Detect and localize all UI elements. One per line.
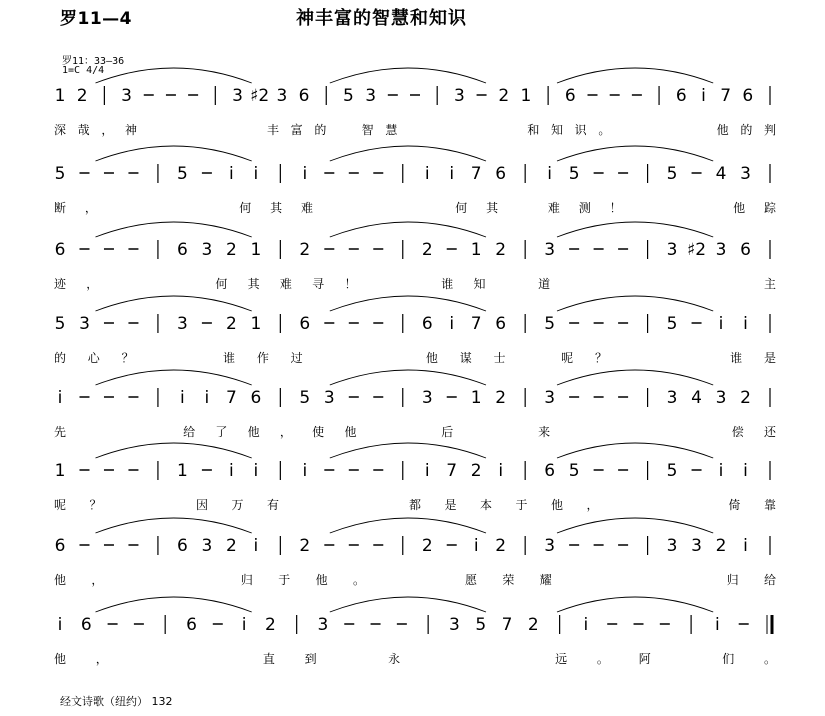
lyric-char: 慧 — [385, 123, 398, 137]
note: 2 — [225, 536, 237, 556]
note: 5 — [666, 314, 678, 334]
note: 2 — [470, 461, 482, 481]
lyric-char: 靠 — [763, 498, 777, 512]
note: 5 — [299, 388, 311, 408]
lyric-char: 先 — [53, 425, 67, 439]
note: 5 — [54, 314, 66, 334]
note: i — [743, 536, 748, 556]
lyric-char: ， — [101, 123, 114, 137]
note: 7 — [470, 314, 482, 334]
note: 2 — [495, 240, 507, 260]
note: i — [253, 536, 259, 556]
slur-arc — [557, 597, 713, 612]
slur-arc — [96, 518, 252, 533]
lyric-char: 谁 — [223, 351, 236, 365]
slur-arc — [330, 370, 486, 385]
note: 2 — [498, 86, 510, 106]
lyric-char: 还 — [763, 425, 777, 439]
scripture-reference: 罗11：33—36 — [62, 56, 125, 67]
slur-arc — [330, 443, 486, 458]
lyric-char: 都 — [408, 498, 422, 512]
note: 3 — [79, 314, 90, 334]
note: 5 — [666, 461, 678, 481]
lyric-char: 他 — [550, 498, 564, 512]
note: 3 — [666, 536, 678, 556]
note: i — [424, 164, 430, 184]
note: i — [180, 388, 185, 408]
note: 3 — [276, 86, 288, 106]
note: i — [424, 461, 430, 481]
slur-arc — [330, 222, 486, 237]
lyric-char: 他 — [344, 425, 357, 439]
lyric-char: 知 — [550, 123, 564, 137]
lyric-char: 他 — [716, 123, 729, 137]
note: i — [743, 314, 748, 334]
lyric-char: 道 — [538, 277, 551, 291]
lyric-char: ？ — [89, 498, 102, 512]
lyric-char: ， — [86, 277, 99, 291]
note: 6 — [80, 615, 92, 635]
note: 6 — [54, 536, 66, 556]
lyric-char: 后 — [441, 425, 454, 439]
note: i — [715, 615, 720, 635]
lyric-char: 断 — [53, 201, 67, 215]
note: 3 — [323, 388, 335, 408]
note: i — [701, 86, 706, 106]
lyric-char: 们 — [722, 652, 735, 666]
lyric-char: 有 — [266, 498, 280, 512]
lyric-char: 了 — [215, 425, 228, 439]
slur-arc — [96, 222, 252, 237]
note: 7 — [720, 86, 732, 106]
slur-arc — [96, 443, 252, 458]
lyric-char: 倚 — [728, 498, 741, 512]
note: i — [743, 461, 748, 481]
lyric-char: 是 — [763, 351, 777, 365]
slur-arc — [96, 370, 252, 385]
footer-source: 经文诗歌（纽约） 132 — [60, 695, 173, 708]
note: 3 — [453, 86, 465, 106]
note: 4 — [715, 164, 727, 184]
lyric-char: 于 — [278, 573, 291, 587]
lyric-char: 使 — [312, 425, 325, 439]
note: 5 — [568, 164, 580, 184]
lyric-char: ？ — [121, 351, 134, 365]
note: i — [302, 461, 308, 481]
note: 6 — [186, 615, 197, 635]
lyric-char: 其 — [486, 201, 499, 215]
slur-arc — [330, 296, 486, 311]
note: 2 — [421, 536, 433, 556]
score-row — [54, 222, 776, 291]
note: 3 — [449, 615, 460, 635]
lyric-char: 主 — [763, 277, 777, 291]
note: 7 — [446, 461, 458, 481]
note: i — [204, 388, 210, 408]
note: i — [498, 461, 504, 481]
lyric-char: 难 — [547, 201, 560, 215]
lyric-char: 心 — [87, 351, 100, 365]
lyric-char: 直 — [262, 652, 275, 666]
lyric-char: 他 — [425, 351, 438, 365]
lyric-char: 给 — [763, 573, 777, 587]
lyric-char: 。 — [596, 652, 609, 666]
note: 6 — [564, 86, 576, 106]
note: i — [253, 164, 259, 184]
note: i — [473, 536, 479, 556]
note: 3 — [176, 314, 188, 334]
note: i — [302, 164, 308, 184]
note: 3 — [740, 164, 751, 184]
lyric-char: 他 — [247, 425, 260, 439]
lyric-char: ， — [586, 498, 599, 512]
lyric-char: 耀 — [539, 573, 552, 587]
note: i — [253, 461, 259, 481]
note: 3 — [365, 86, 377, 106]
note: 3 — [715, 388, 727, 408]
lyric-char: 是 — [444, 498, 457, 512]
lyric-char: 测 — [578, 201, 591, 215]
note: 1 — [250, 314, 262, 334]
note: i — [57, 388, 63, 408]
note: 6 — [176, 536, 188, 556]
slur-arc — [557, 443, 713, 458]
lyric-char: ！ — [609, 201, 622, 215]
note: 5 — [568, 461, 580, 481]
lyric-char: 士 — [493, 351, 506, 365]
note: 6 — [675, 86, 687, 106]
note: 3 — [121, 86, 132, 106]
lyric-char: 神 — [124, 123, 138, 137]
score-row — [54, 370, 777, 439]
slur-arc — [96, 146, 252, 161]
slur-arc — [557, 370, 713, 385]
note: 1 — [176, 461, 188, 481]
note: 2 — [495, 536, 507, 556]
score-row — [54, 443, 776, 512]
lyric-char: 的 — [53, 351, 67, 365]
slur-arc — [330, 146, 486, 161]
slur-arc — [330, 68, 486, 83]
lyric-char: 。 — [598, 123, 611, 137]
note: 5 — [475, 615, 487, 635]
note: 2 — [264, 615, 276, 635]
note: 6 — [740, 240, 751, 260]
note: 2 — [76, 86, 88, 106]
lyric-char: 何 — [455, 201, 468, 215]
note: 3 — [691, 536, 702, 556]
note: 6 — [495, 314, 507, 334]
lyric-char: 阿 — [638, 652, 651, 666]
lyric-char: 深 — [53, 123, 67, 137]
note: 7 — [470, 164, 482, 184]
lyric-char: 愿 — [465, 573, 478, 587]
lyric-char: 的 — [740, 123, 753, 137]
note: 5 — [343, 86, 354, 106]
lyric-char: 到 — [304, 652, 317, 666]
slur-arc — [96, 296, 252, 311]
note: i — [547, 164, 553, 184]
lyric-char: 的 — [314, 123, 327, 137]
score-row — [54, 146, 777, 215]
note: i — [229, 461, 234, 481]
note: 6 — [544, 461, 556, 481]
lyric-char: 。 — [763, 652, 777, 666]
lyric-char: 给 — [183, 425, 196, 439]
lyric-char: 何 — [215, 277, 228, 291]
lyric-char: 因 — [195, 498, 209, 512]
note: 6 — [299, 314, 311, 334]
lyric-char: 迹 — [53, 277, 67, 291]
note: 3 — [715, 240, 727, 260]
lyric-char: ？ — [594, 351, 607, 365]
note: i — [57, 615, 63, 635]
note: 3 — [201, 536, 213, 556]
slur-arc — [330, 518, 486, 533]
note: i — [229, 164, 234, 184]
slur-arc — [96, 68, 252, 83]
note: 6 — [298, 86, 310, 106]
lyric-char: 识 — [574, 123, 587, 137]
note: 5 — [54, 164, 66, 184]
note: 3 — [666, 240, 678, 260]
note: 1 — [470, 388, 482, 408]
slur-arc — [557, 68, 713, 83]
note: i — [241, 615, 247, 635]
note: 1 — [520, 86, 532, 106]
note: 6 — [495, 164, 507, 184]
lyric-char: 寻 — [312, 277, 325, 291]
lyric-char: 偿 — [731, 425, 744, 439]
note: 3 — [544, 240, 556, 260]
lyric-char: 和 — [527, 123, 540, 137]
note: i — [718, 461, 724, 481]
note: 2 — [740, 388, 751, 408]
note: 3 — [544, 536, 556, 556]
slur-arc — [557, 296, 713, 311]
lyric-char: 知 — [473, 277, 486, 291]
slur-arc — [557, 518, 713, 533]
lyric-char: 呢 — [561, 351, 574, 365]
lyric-char: 谋 — [459, 351, 472, 365]
note: 6 — [742, 86, 754, 106]
lyric-char: 他 — [733, 201, 746, 215]
key-signature: 1=C 4/4 — [62, 65, 105, 76]
note: 7 — [501, 615, 513, 635]
note: 3 — [544, 388, 556, 408]
note: 5 — [544, 314, 556, 334]
score-row — [54, 296, 776, 365]
slur-arc — [96, 597, 252, 612]
lyric-char: 他 — [53, 573, 67, 587]
note: 3 — [421, 388, 433, 408]
lyric-char: 智 — [361, 123, 374, 137]
score-row — [54, 68, 776, 137]
lyric-char: 呢 — [53, 498, 67, 512]
note: 7 — [225, 388, 237, 408]
note: 3 — [232, 86, 243, 106]
note: 5 — [176, 164, 188, 184]
note: 2 — [421, 240, 433, 260]
score-row — [54, 518, 776, 587]
slur-arc — [330, 597, 486, 612]
note: i — [449, 164, 455, 184]
lyric-char: 其 — [247, 277, 260, 291]
note: 3 — [666, 388, 678, 408]
note: 2 — [299, 536, 311, 556]
lyric-char: 他 — [315, 573, 328, 587]
lyric-char: 来 — [538, 425, 551, 439]
lyric-char: 作 — [256, 351, 269, 365]
note: 3 — [201, 240, 213, 260]
lyric-char: 难 — [279, 277, 292, 291]
lyric-char: ， — [84, 201, 97, 215]
note: 4 — [691, 388, 702, 408]
note: 2 — [225, 240, 237, 260]
slur-arc — [557, 222, 713, 237]
lyric-char: 于 — [515, 498, 528, 512]
note: i — [718, 314, 724, 334]
note: 2 — [495, 388, 507, 408]
note: 6 — [421, 314, 433, 334]
lyric-char: 归 — [240, 573, 253, 587]
note: 6 — [176, 240, 188, 260]
note: 2 — [225, 314, 237, 334]
lyric-char: 远 — [555, 652, 568, 666]
lyric-char: 。 — [352, 573, 365, 587]
lyric-char: 难 — [300, 201, 313, 215]
note: 1 — [54, 86, 66, 106]
note: i — [583, 615, 589, 635]
hymn-code: 罗11—4 — [60, 9, 132, 29]
note: 1 — [250, 240, 262, 260]
lyric-char: 谁 — [441, 277, 454, 291]
note: 3 — [317, 615, 329, 635]
note: 2 — [715, 536, 727, 556]
lyric-char: 谁 — [730, 351, 743, 365]
lyric-char: ， — [279, 425, 292, 439]
note: 2 — [527, 615, 539, 635]
note: 1 — [54, 461, 66, 481]
lyric-char: 万 — [231, 498, 244, 512]
lyric-char: 荣 — [502, 573, 515, 587]
note: ♯2 — [250, 86, 270, 106]
score-row — [54, 597, 776, 666]
lyric-char: ， — [95, 652, 108, 666]
note: i — [449, 314, 455, 334]
lyric-char: 富 — [290, 123, 303, 137]
lyric-char: 本 — [479, 498, 493, 512]
lyric-char: 何 — [239, 201, 252, 215]
note: 6 — [250, 388, 262, 408]
lyric-char: ， — [91, 573, 104, 587]
note: 2 — [299, 240, 311, 260]
lyric-char: 他 — [53, 652, 67, 666]
lyric-char: 判 — [763, 123, 777, 137]
lyric-char: ！ — [344, 277, 357, 291]
note: 6 — [54, 240, 66, 260]
hymn-title: 神丰富的智慧和知识 — [296, 8, 467, 29]
lyric-char: 丰 — [266, 123, 280, 137]
lyric-char: 过 — [290, 351, 303, 365]
slur-arc — [557, 146, 713, 161]
note: ♯2 — [687, 240, 707, 260]
note: 5 — [666, 164, 678, 184]
lyric-char: 永 — [388, 652, 401, 666]
lyric-char: 其 — [270, 201, 283, 215]
lyric-char: 哉 — [77, 123, 90, 137]
lyric-char: 踪 — [763, 201, 777, 215]
lyric-char: 归 — [726, 573, 739, 587]
note: 1 — [470, 240, 482, 260]
